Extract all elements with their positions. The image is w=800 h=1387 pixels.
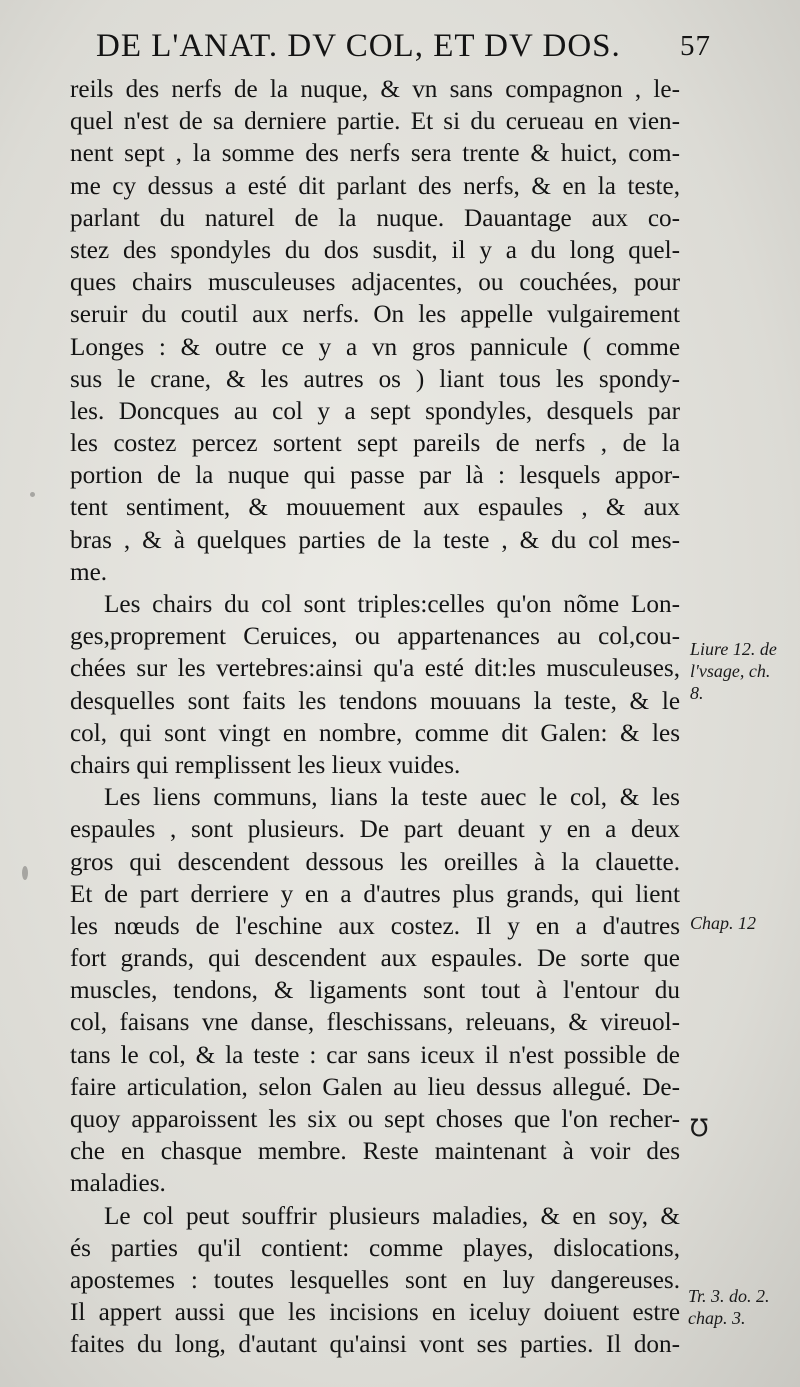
ink-spot xyxy=(30,492,35,497)
margin-note-tr xyxy=(688,1285,770,1329)
text-line: ques chairs musculeuses adjacentes, ou couchées, pour xyxy=(70,269,680,297)
page-number: 57 xyxy=(680,30,711,62)
text-line: parlant du naturel de la nuque. Dauantage aux co- xyxy=(70,204,680,232)
text-line: nent sept , la somme des nerfs sera trente & huict, com- xyxy=(70,140,680,168)
body-text xyxy=(70,74,680,1362)
text-line: les costez percez sortent sept pareils de nerfs , de la xyxy=(70,430,680,458)
text-line: les. Doncques au col y a sept spondyles, desquels par xyxy=(70,397,680,425)
running-header xyxy=(70,18,710,74)
text-line: ges,proprement Ceruices, ou appartenances au col,cou- xyxy=(70,623,680,651)
text-line: faites du long, d'autant qu'ainsi vont ses parties. Il don- xyxy=(70,1331,680,1359)
text-line: Longes : & outre ce y a vn gros pannicule ( comme xyxy=(70,333,680,361)
ink-spot xyxy=(22,866,28,880)
text-line: chées sur les vertebres:ainsi qu'a esté dit:les musculeuses, xyxy=(70,655,680,683)
margin-symbol: ℧ xyxy=(690,1116,709,1142)
margin-note-line: chap. 3. xyxy=(688,1308,746,1328)
text-line: seruir du coutil aux nerfs. On les appelle vulgairement xyxy=(70,301,680,329)
margin-note-line: Tr. 3. do. 2. xyxy=(688,1286,770,1306)
text-line: Les chairs du col sont triples:celles qu'on nõme Lon- xyxy=(104,591,680,618)
text-line: espaules , sont plusieurs. De part deuant y en a deux xyxy=(70,816,680,844)
text-line: stez des spondyles du dos susdit, il y a du long quel- xyxy=(70,236,680,264)
text-line: apostemes : toutes lesquelles sont en luy dangereuses. xyxy=(70,1266,680,1294)
margin-note-line: Liure 12. de xyxy=(690,639,777,659)
text-line: les nœuds de l'eschine aux costez. Il y en a d'autres xyxy=(70,912,680,940)
text-line: portion de la nuque qui passe par là : lesquels appor- xyxy=(70,462,680,490)
text-line: quoy apparoissent les six ou sept choses que l'on recher- xyxy=(70,1106,680,1133)
text-line: sus le crane, & les autres os ) liant tous les spondy- xyxy=(70,365,680,393)
text-line: quel n'est de sa derniere partie. Et si du cerueau en vien- xyxy=(70,108,680,136)
text-line: col, qui sont vingt en nombre, comme dit Galen: & les xyxy=(70,719,680,747)
margin-note-chap: Chap. 12 xyxy=(690,913,757,933)
text-line: tent sentiment, & mouuement aux espaules , & aux xyxy=(70,494,680,522)
text-line: col, faisans vne danse, fleschissans, releuans, & vireuol- xyxy=(70,1009,680,1037)
margin-note-line: 8. xyxy=(690,683,704,703)
text-line: bras , & à quelques parties de la teste , & du col mes- xyxy=(70,526,680,554)
text-line: Et de part derriere y en a d'autres plus grands, qui lient xyxy=(70,880,680,908)
text-line: maladies. xyxy=(70,1170,166,1198)
text-line: me cy dessus a esté dit parlant des nerfs, & en la teste, xyxy=(70,172,680,200)
text-line: reils des nerfs de la nuque, & vn sans compagnon , le- xyxy=(70,76,680,103)
text-line: tans le col, & la teste : car sans iceux il n'est possible de xyxy=(70,1041,680,1069)
text-line: faire articulation, selon Galen au lieu dessus allegué. De- xyxy=(70,1073,680,1101)
text-line: me. xyxy=(70,558,108,586)
text-line: chairs qui remplissent les lieux vuides. xyxy=(70,751,461,779)
text-line: gros qui descendent dessous les oreilles à la clauette. xyxy=(70,848,680,876)
text-line: muscles, tendons, & ligaments sont tout à l'entour du xyxy=(70,977,680,1005)
running-title: DE L'ANAT. DV COL, ET DV DOS. xyxy=(96,28,621,64)
text-line: Il appert aussi que les incisions en iceluy doiuent estre xyxy=(70,1299,680,1327)
text-line: fort grands, qui descendent aux espaules. De sorte que xyxy=(70,945,680,973)
text-line: Les liens communs, lians la teste auec le col, & les xyxy=(104,784,680,812)
text-line: és parties qu'il contient: comme playes, dislocations, xyxy=(70,1234,680,1262)
text-line: Le col peut souffrir plusieurs maladies, & en soy, & xyxy=(104,1202,680,1230)
text-line: desquelles sont faits les tendons mouuans la teste, & le xyxy=(70,687,680,715)
margin-note-liure xyxy=(690,638,777,704)
margin-note-line: l'vsage, ch. xyxy=(690,661,771,681)
text-line: che en chasque membre. Reste maintenant à voir des xyxy=(70,1138,680,1166)
